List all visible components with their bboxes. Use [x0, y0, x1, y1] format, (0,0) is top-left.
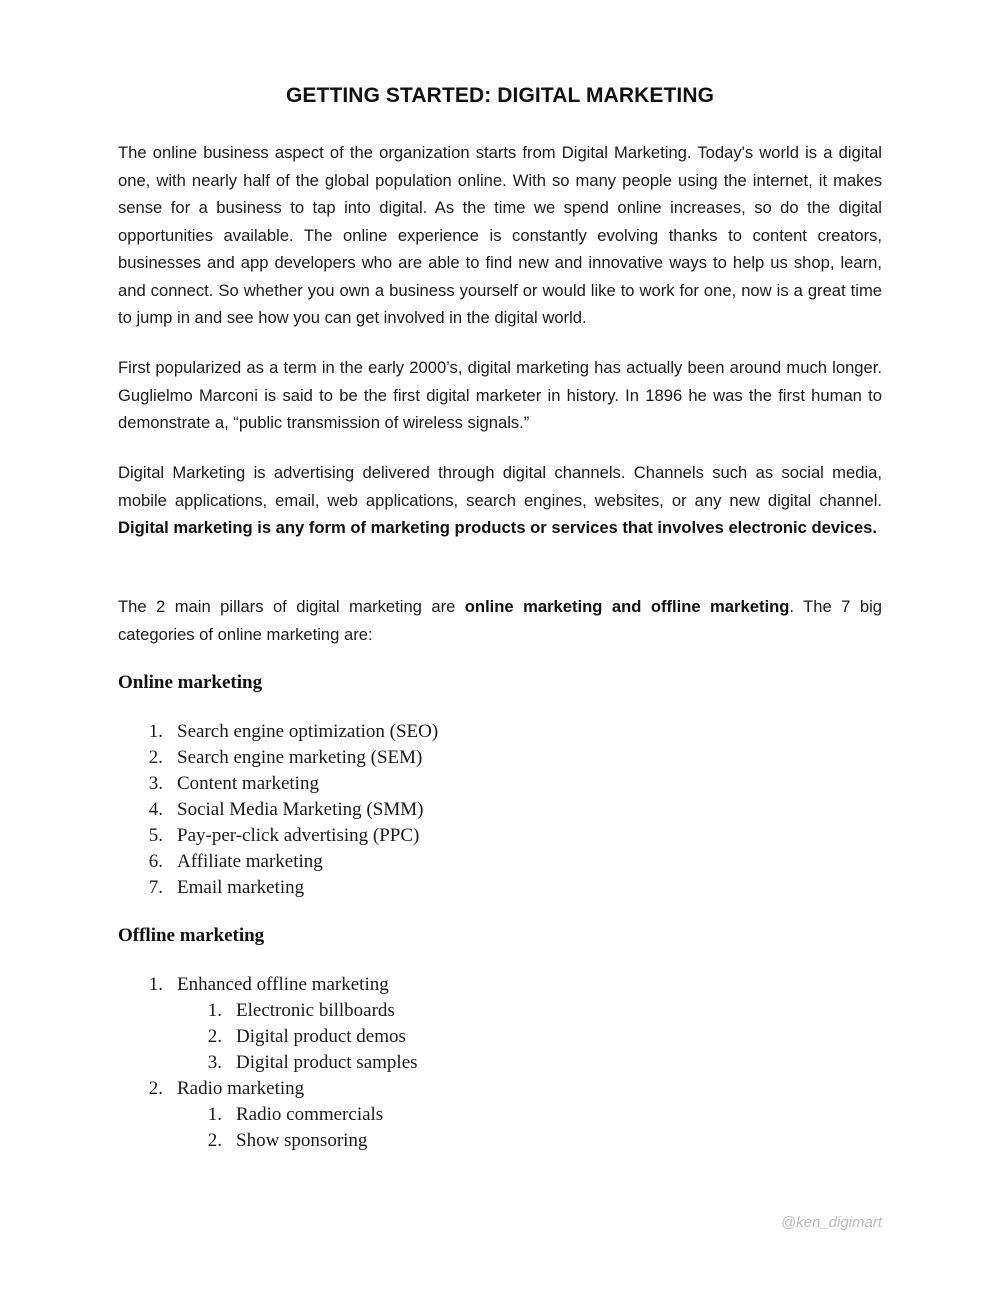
list-item — [0, 849, 1000, 875]
pillars-text-end: . The 7 big categories of online marketing are: — [118, 597, 882, 644]
list-number: 1. — [207, 1000, 222, 1021]
intro-paragraph: The online business aspect of the organization starts from Digital Marketing. Today's world is a digital one, with nearly half of the global population online. With so many people using the internet, it makes sense for a business to tap into digital. As the time we spend online increases, so do the digital opportunities available. The online experience is constantly evolving thanks to content creators, businesses and app developers who are able to find new and innovative ways to help us shop, learn, and connect. So whether you own a business yourself or would like to work for one, now is a great time to jump in and see how you can get involved in the digital world. — [118, 143, 882, 327]
list-item-label: Search engine optimization (SEO) — [177, 721, 439, 742]
list-number: 5. — [148, 825, 163, 846]
online-marketing-list — [0, 719, 1000, 901]
online-marketing-heading: Online marketing — [118, 672, 263, 693]
history-paragraph: First popularized as a term in the early 2000’s, digital marketing has actually been around much longer. Guglielmo Marconi is said to be the first digital marketer in history. In 1896 he was the first human to demonstrate a, “public transmission of wireless signals.” — [118, 358, 882, 432]
page-title: GETTING STARTED: DIGITAL MARKETING — [285, 84, 715, 107]
list-item-label: Electronic billboards — [236, 1000, 395, 1021]
pillars-paragraph — [118, 593, 882, 648]
list-item-label: Email marketing — [177, 877, 305, 898]
list-item-label: Pay-per-click advertising (PPC) — [177, 825, 420, 846]
list-item-label: Show sponsoring — [236, 1130, 368, 1151]
list-item — [0, 823, 1000, 849]
list-number: 1. — [148, 721, 163, 742]
pillars-bold-text: online marketing and offline marketing — [464, 597, 790, 616]
list-item-label: Affiliate marketing — [177, 851, 323, 872]
list-item — [0, 972, 1000, 998]
list-number: 7. — [148, 877, 163, 898]
list-number: 4. — [148, 799, 163, 820]
list-item — [0, 719, 1000, 745]
list-number: 1. — [207, 1104, 222, 1125]
list-number: 2. — [148, 747, 163, 768]
list-item — [0, 797, 1000, 823]
list-number: 3. — [148, 773, 163, 794]
list-number: 2. — [207, 1130, 222, 1151]
definition-paragraph — [118, 459, 882, 542]
list-number: 6. — [148, 851, 163, 872]
offline-marketing-list — [0, 972, 1000, 1154]
list-item-label: Social Media Marketing (SMM) — [177, 799, 424, 820]
definition-text: Digital Marketing is advertising delivered through digital channels. Channels such as social media, mobile applications, email, web applications, search engines, websites, or any new digital channel. — [118, 463, 882, 510]
list-item-label: Digital product demos — [236, 1026, 406, 1047]
list-item-label: Radio commercials — [236, 1104, 384, 1125]
sub-list-item — [0, 998, 1000, 1024]
list-item — [0, 1076, 1000, 1102]
watermark-handle: @ken_digimart — [780, 1214, 882, 1231]
sub-list-item — [0, 1050, 1000, 1076]
list-number: 3. — [207, 1052, 222, 1073]
list-item-label: Search engine marketing (SEM) — [177, 747, 423, 768]
list-item-label: Content marketing — [177, 773, 319, 794]
list-item — [0, 771, 1000, 797]
sub-list-item — [0, 1024, 1000, 1050]
list-number: 2. — [207, 1026, 222, 1047]
offline-marketing-heading: Offline marketing — [118, 925, 265, 946]
list-item-label: Digital product samples — [236, 1052, 418, 1073]
list-item-label: Radio marketing — [177, 1078, 305, 1099]
list-item — [0, 875, 1000, 901]
list-number: 2. — [148, 1078, 163, 1099]
list-number: 1. — [148, 974, 163, 995]
definition-bold-text: Digital marketing is any form of marketing products or services that involves electronic devices. — [118, 518, 877, 537]
list-item-label: Enhanced offline marketing — [177, 974, 389, 995]
sub-list-item — [0, 1102, 1000, 1128]
sub-list-item — [0, 1128, 1000, 1154]
list-item — [0, 745, 1000, 771]
pillars-text-start: The 2 main pillars of digital marketing are — [118, 597, 465, 616]
